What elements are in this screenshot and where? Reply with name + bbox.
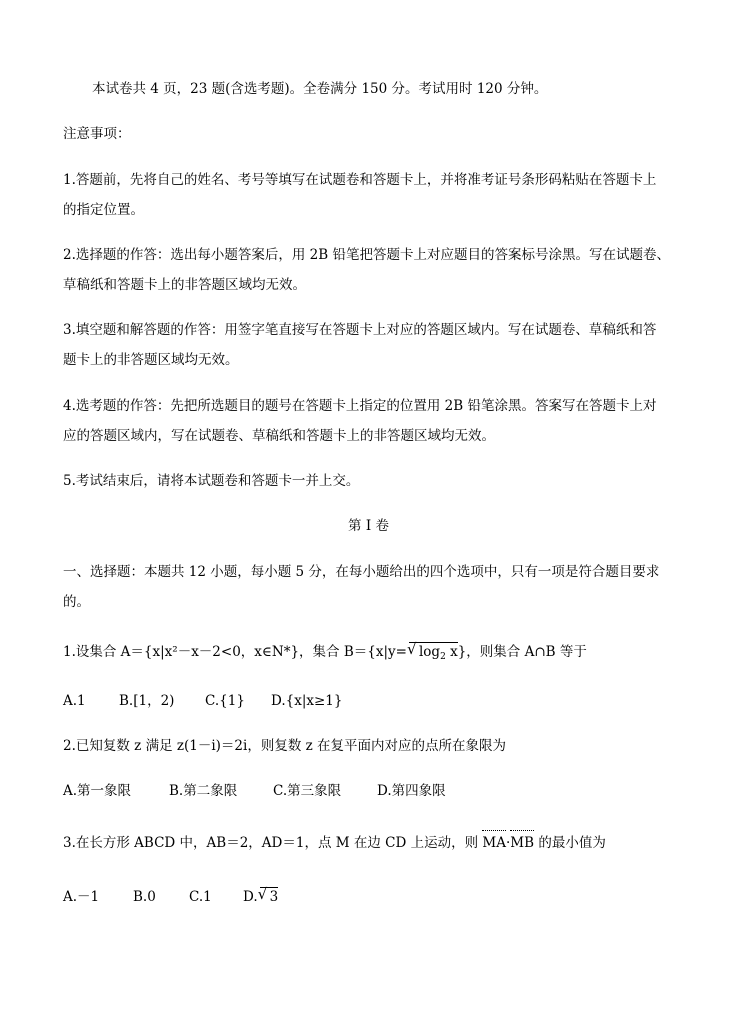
q3-stem-post: 的最小值为 — [538, 835, 606, 851]
volume-title: 第 I 卷 — [348, 518, 389, 534]
q3-option-c: C.1 — [189, 889, 212, 905]
q3-option-a: A.－1 — [63, 889, 100, 905]
vector-ma: MA — [482, 835, 506, 851]
notice-1-line-1: 1.答题前，先将自己的姓名、考号等填写在试题卷和答题卡上，并将准考证号条形码粘贴在答题卡上 — [63, 172, 657, 188]
question-3-options — [63, 887, 278, 906]
q2-option-b: B.第二象限 — [169, 783, 238, 799]
notice-1-line-2: 的指定位置。 — [63, 202, 144, 218]
q1-option-b: B.[1，2) — [119, 693, 175, 709]
q1-option-c: C.{1} — [205, 693, 245, 709]
q3-option-b: B.0 — [133, 889, 156, 905]
q1-log-base: 2 — [440, 652, 446, 662]
notice-title: 注意事项： — [63, 126, 131, 142]
question-2-options — [63, 782, 446, 800]
notice-3-line-2: 题卡上的非答题区域均无效。 — [63, 352, 239, 368]
q1-option-a: A.1 — [63, 693, 86, 709]
q3-option-d-sqrt: √ 3 — [260, 887, 279, 906]
question-2-stem: 2.已知复数 z 满足 z(1－i)＝2i，则复数 z 在复平面内对应的点所在象限为 — [63, 738, 507, 754]
question-1-stem — [63, 642, 587, 666]
q3-stem-pre: 3.在长方形 ABCD 中，AB＝2，AD＝1，点 M 在边 CD 上运动，则 — [63, 835, 479, 851]
q3-option-d: D. — [243, 889, 258, 905]
section-heading-line-1: 一、选择题：本题共 12 小题，每小题 5 分，在每小题给出的四个选项中，只有一项是符合题目要求 — [63, 564, 660, 580]
section-heading-line-2: 的。 — [63, 594, 90, 610]
notice-4-line-1: 4.选考题的作答：先把所选题目的题号在答题卡上指定的位置用 2B 铅笔涂黑。答案写在答题卡上对 — [63, 398, 657, 414]
question-1-options — [63, 692, 343, 710]
q1-stem-pre: 1.设集合 A＝{x|x²－x－2<0，x∈N*}，集合 B＝{x|y= — [63, 644, 407, 660]
q2-option-d: D.第四象限 — [377, 783, 446, 799]
question-3-stem — [63, 834, 606, 852]
q1-sqrt-log — [409, 642, 458, 666]
q1-stem-post: }，则集合 A∩B 等于 — [457, 644, 587, 660]
notice-2-line-2: 草稿纸和答题卡上的非答题区域均无效。 — [63, 277, 306, 293]
q1-option-d: D.{x|x≥1} — [271, 693, 343, 709]
notice-4-line-2: 应的答题区域内，写在试题卷、草稿纸和答题卡上的非答题区域均无效。 — [63, 428, 495, 444]
q2-option-a: A.第一象限 — [63, 783, 132, 799]
q2-option-c: C.第三象限 — [273, 783, 342, 799]
intro-text: 本试卷共 4 页，23 题(含选考题)。全卷满分 150 分。考试用时 120 分钟。 — [92, 81, 548, 97]
notice-5: 5.考试结束后，请将本试题卷和答题卡一并上交。 — [63, 473, 360, 489]
vector-mb: MB — [510, 835, 535, 851]
notice-3-line-1: 3.填空题和解答题的作答：用签字笔直接写在答题卡上对应的答题区域内。写在试题卷、草稿纸和答 — [63, 322, 657, 338]
dot-product-symbol: · — [505, 835, 511, 851]
q1-log: log — [418, 644, 441, 660]
q1-log-arg: x — [450, 644, 458, 660]
notice-2-line-1: 2.选择题的作答：选出每小题答案后，用 2B 铅笔把答题卡上对应题目的答案标号涂黑。写在试题卷、 — [63, 247, 670, 263]
